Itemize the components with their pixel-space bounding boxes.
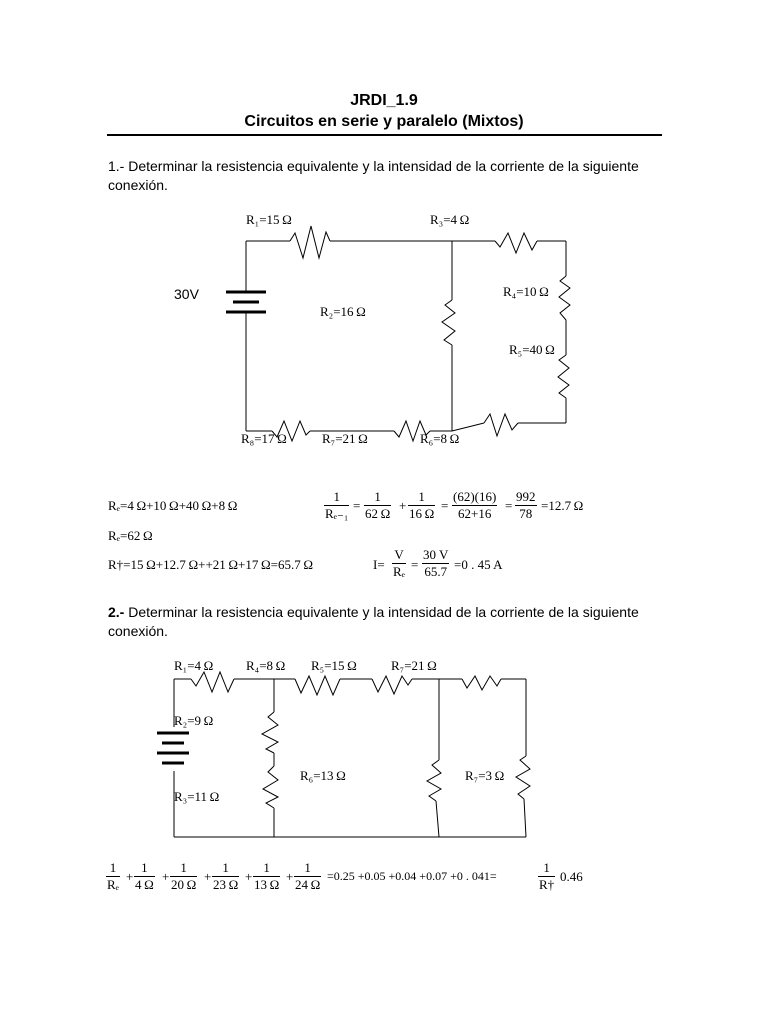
problem2-number: 2.-: [108, 604, 125, 620]
plus-sign: +: [204, 869, 212, 884]
r1-label: R₁=15 Ω: [246, 212, 292, 227]
equals-sign: =: [441, 498, 449, 513]
problem1-text: Determinar la resistencia equivalente y la intensidad de la corriente de la siguiente conexión.: [108, 158, 639, 193]
rt-sum-equation: R†=15 Ω+12.7 Ω++21 Ω+17 Ω=65.7 Ω: [108, 557, 313, 572]
resistor-r3: [263, 766, 278, 808]
parallel-result: =12.7 Ω: [541, 498, 584, 513]
eq2-middle: =0.25 +0.05 +0.04 +0.07 +0 . 041=: [327, 869, 497, 883]
r8-label: R₈=17 Ω: [241, 431, 287, 446]
current-lhs: I=: [373, 557, 385, 572]
c2-r3-label: R₃=11 Ω: [174, 789, 220, 804]
resistor-r1: [191, 672, 234, 692]
eq2-term-2: $\frac{1}{4 \Omega}$: [135, 860, 154, 892]
resistor-r5: [295, 676, 340, 695]
plus-sign: +: [126, 869, 134, 884]
eq2-last-term: $\frac{1}{R\dagger}$: [539, 860, 555, 892]
document-title: Circuitos en serie y paralelo (Mixtos): [244, 113, 524, 130]
r6-label: R₆=8 Ω: [420, 431, 460, 446]
r5-label: R₅=40 Ω: [509, 342, 555, 357]
resistor-r6: [427, 760, 441, 801]
eq2-term-3: $\frac{1}{20 \Omega}$: [171, 860, 197, 892]
resistor-r7-right: [462, 676, 501, 690]
c2-r5-label: R₅=15 Ω: [311, 658, 357, 673]
equals-sign: =: [411, 557, 419, 572]
parallel-frac-4: $\frac{(62)(16)}{62+16}$: [453, 489, 497, 521]
problem1-number: 1.-: [108, 158, 125, 174]
equals-sign: =: [505, 498, 513, 513]
parallel-frac-2: $\frac{1}{62 \Omega}$: [365, 489, 391, 521]
eq2-term-1: $\frac{1}{\text{Rₑ}}$: [107, 860, 120, 892]
battery-2: [157, 733, 189, 763]
r4-label: R₄=10 Ω: [503, 284, 549, 299]
c2-r6-label: R₆=13 Ω: [300, 768, 346, 783]
equals-sign: =: [353, 498, 361, 513]
current-frac-2: $\frac{30 V}{65.7}$: [423, 547, 449, 579]
parallel-frac-5: $\frac{992}{78}$: [516, 489, 536, 521]
eq2-term-4: $\frac{1}{23 \Omega}$: [213, 860, 239, 892]
r2-label: R₂=16 Ω: [320, 304, 366, 319]
source-voltage-label: 30V: [174, 286, 199, 302]
plus-sign: +: [245, 869, 253, 884]
parallel-frac-3: $\frac{1}{16 \Omega}$: [409, 489, 435, 521]
c2-r4-label: R₄=8 Ω: [246, 658, 286, 673]
c2-r1-label: R₁=4 Ω: [174, 658, 214, 673]
c2-r2-label: R₂=9 Ω: [174, 713, 214, 728]
current-result: =0 . 45 A: [454, 557, 503, 572]
c2-r7b-label: R₇=3 Ω: [465, 768, 505, 783]
problem2-text: Determinar la resistencia equivalente y la intensidad de la corriente de la siguiente conexión.: [108, 604, 639, 639]
eq2-term-6: $\frac{1}{24 \Omega}$: [295, 860, 321, 892]
plus-sign: +: [286, 869, 294, 884]
re-sum-equation: Rₑ=4 Ω+10 Ω+40 Ω+8 Ω: [108, 498, 238, 513]
resistor-r2: [262, 712, 278, 753]
eq2-tail: 0.46: [560, 869, 583, 884]
current-frac-1: $\frac{V}{\text{Rₑ}}$: [393, 547, 406, 579]
resistor-r7-vertical: [516, 756, 530, 799]
document-code: JRDI_1.9: [350, 92, 418, 109]
r3-label: R₃=4 Ω: [430, 212, 470, 227]
parallel-frac-1: $\frac{1}{\text{Rₑ₋₁}}$: [325, 489, 349, 521]
eq2-term-5: $\frac{1}{13 \Omega}$: [254, 860, 280, 892]
plus-sign: +: [399, 498, 407, 513]
r7-label: R₇=21 Ω: [322, 431, 368, 446]
re-result-equation: Rₑ=62 Ω: [108, 528, 153, 543]
c2-r7a-label: R₇=21 Ω: [391, 658, 437, 673]
resistor-r7-top: [372, 676, 412, 694]
plus-sign: +: [162, 869, 170, 884]
